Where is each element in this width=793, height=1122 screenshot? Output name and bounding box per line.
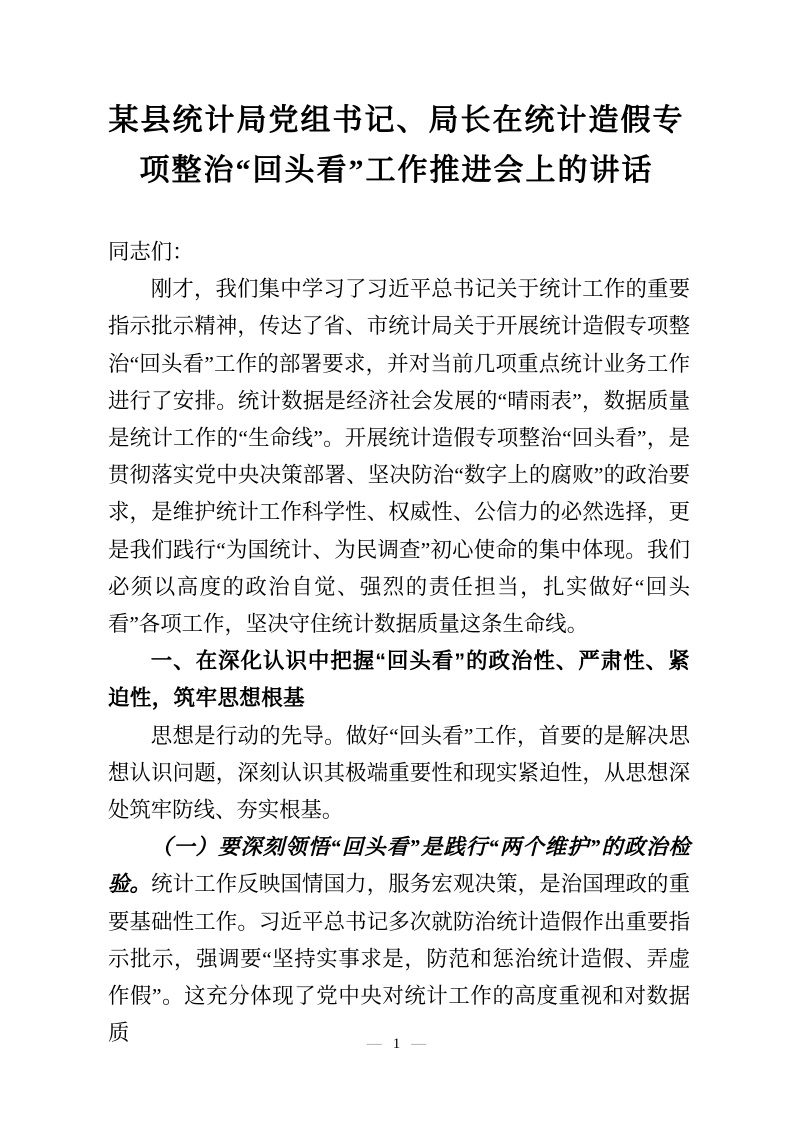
footer-right-dash: — [411,1036,427,1052]
page-number: 1 [392,1036,401,1052]
footer-left-dash: — [366,1036,382,1052]
document-title: 某县统计局党组书记、局长在统计造假专项整治“回头看”工作推进会上的讲话 [108,104,685,187]
paragraph-intro: 刚才，我们集中学习了习近平总书记关于统计工作的重要指示批示精神，传达了省、市统计局关于开展统计造假专项整治“回头看”工作的部署要求，并对当前几项重点统计业务工作进行了安排。统计数据是经济社会发展的“晴雨表”，数据质量是统计工作的“生命线”。开展统计造假专项整治“回头看”，是贯彻落实党中央决策部署、坚决防治“数字上的腐败”的政治要求，是维护统计工作科学性、权威性、公信力的必然选择，更是我们践行“为国统计、为民调查”初心使命的集中体现。我们必须以高度的政治自觉、强烈的责任担当，扎实做好“回头看”各项工作，坚决守住统计数据质量这条生命线。 [108,277,690,637]
paragraph-sub-one [108,829,690,1052]
document-body [108,234,690,1052]
sub-heading-one-text: 统计工作反映国情国力，服务宏观决策，是治国理政的重要基础性工作。习近平总书记多次就防治统计造假作出重要指示批示，强调要“坚持实事求是，防范和惩治统计造假、弄虚作假”。这充分体现了党中央对统计工作的高度重视和对数据质 [108,872,690,1046]
paragraph-thought: 思想是行动的先导。做好“回头看”工作，首要的是解决思想认识问题，深刻认识其极端重要性和现实紧迫性，从思想深处筑牢防线、夯实根基。 [108,723,690,823]
section-heading-one: 一、在深化认识中把握“回头看”的政治性、严肃性、紧迫性，筑牢思想根基 [108,649,690,711]
salutation: 同志们： [108,240,194,264]
sub-heading-one-lead: （一）要深刻领悟“回头看”是践行“两个维护”的政治检验。 [108,835,690,897]
page-footer [0,1036,793,1053]
